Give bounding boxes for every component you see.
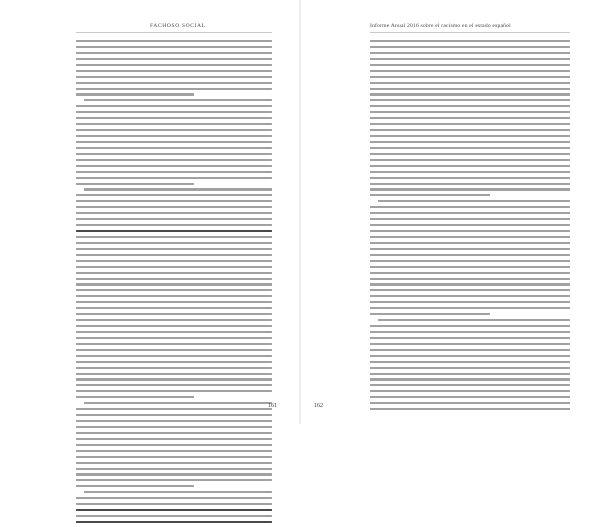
text-line: [76, 76, 272, 78]
text-line: [76, 82, 272, 84]
text-line: [76, 88, 272, 90]
text-line: [370, 384, 570, 386]
text-line: [370, 278, 570, 280]
text-line: [370, 58, 570, 60]
text-line: [76, 384, 272, 386]
text-line: [76, 141, 272, 143]
text-line: [76, 450, 272, 452]
text-line: [370, 117, 570, 119]
text-line: [76, 295, 272, 297]
text-line: [370, 153, 570, 155]
text-line: [370, 390, 570, 392]
text-line: [370, 183, 570, 185]
text-line: [370, 230, 570, 232]
text-line: [370, 177, 570, 179]
text-line: [76, 497, 272, 499]
text-line: [76, 444, 272, 446]
text-line: [76, 183, 194, 185]
text-line: [370, 218, 570, 220]
text-line: [370, 135, 570, 137]
text-line: [370, 105, 570, 107]
text-line: [76, 70, 272, 72]
text-line: [76, 521, 272, 523]
text-line: [370, 408, 570, 410]
left-page-number: 161: [268, 403, 277, 409]
text-line: [76, 64, 272, 66]
text-line: [76, 117, 272, 119]
text-line: [370, 165, 570, 167]
text-line: [370, 373, 570, 375]
text-line: [370, 194, 490, 196]
text-line: [76, 432, 272, 434]
text-line: [370, 242, 570, 244]
text-line: [370, 266, 570, 268]
text-line: [76, 283, 272, 285]
text-line: [370, 111, 570, 113]
text-line: [370, 313, 490, 315]
text-line: [378, 319, 570, 321]
text-line: [76, 177, 272, 179]
text-line: [76, 165, 272, 167]
left-running-head: FACHOSO SOCIAL: [150, 23, 206, 29]
text-line: [370, 367, 570, 369]
text-line: [76, 266, 272, 268]
text-line: [370, 343, 570, 345]
text-line: [370, 236, 570, 238]
text-line: [76, 242, 272, 244]
text-line: [370, 123, 570, 125]
text-line: [370, 159, 570, 161]
text-line: [76, 438, 272, 440]
text-line: [370, 52, 570, 54]
text-line: [370, 396, 570, 398]
text-line: [76, 212, 272, 214]
text-line: [370, 141, 570, 143]
right-body-text: [370, 40, 570, 414]
text-line: [76, 200, 272, 202]
text-line: [370, 40, 570, 42]
text-line: [76, 503, 272, 505]
text-line: [370, 289, 570, 291]
text-line: [370, 76, 570, 78]
text-line: [76, 473, 272, 475]
text-line: [76, 159, 272, 161]
text-line: [370, 99, 570, 101]
text-line: [76, 230, 272, 232]
left-body-text: [76, 40, 272, 527]
left-page: [0, 0, 300, 424]
text-line: [370, 88, 570, 90]
text-line: [76, 420, 272, 422]
text-line: [370, 212, 570, 214]
text-line: [76, 319, 272, 321]
text-line: [76, 367, 272, 369]
right-running-head: Informe Anual 2016 sobre el racismo en el estado español: [370, 23, 511, 29]
text-line: [76, 349, 272, 351]
text-line: [76, 426, 272, 428]
text-line: [76, 58, 272, 60]
text-line: [76, 194, 272, 196]
text-line: [370, 70, 570, 72]
text-line: [76, 93, 194, 95]
text-line: [370, 337, 570, 339]
text-line: [76, 254, 272, 256]
text-line: [378, 200, 570, 202]
text-line: [370, 93, 570, 95]
text-line: [370, 355, 570, 357]
text-line: [76, 509, 272, 511]
text-line: [84, 491, 272, 493]
text-line: [76, 171, 272, 173]
text-line: [370, 254, 570, 256]
text-line: [76, 468, 272, 470]
text-line: [76, 361, 272, 363]
text-line: [76, 515, 272, 517]
text-line: [76, 135, 272, 137]
text-line: [370, 378, 570, 380]
text-line: [76, 396, 194, 398]
text-line: [76, 343, 272, 345]
text-line: [76, 206, 272, 208]
text-line: [76, 325, 272, 327]
text-line: [76, 462, 272, 464]
text-line: [76, 301, 272, 303]
text-line: [370, 295, 570, 297]
text-line: [76, 218, 272, 220]
text-line: [76, 272, 272, 274]
text-line: [76, 378, 272, 380]
text-line: [76, 313, 272, 315]
text-line: [370, 46, 570, 48]
text-line: [370, 349, 570, 351]
text-line: [76, 236, 272, 238]
text-line: [76, 105, 272, 107]
text-line: [76, 40, 272, 42]
text-line: [370, 301, 570, 303]
text-line: [370, 188, 570, 190]
text-line: [370, 307, 570, 309]
text-line: [370, 171, 570, 173]
text-line: [370, 283, 570, 285]
text-line: [76, 147, 272, 149]
text-line: [76, 485, 194, 487]
text-line: [76, 331, 272, 333]
text-line: [76, 278, 272, 280]
text-line: [76, 479, 272, 481]
text-line: [76, 307, 272, 309]
right-header-rule: [370, 32, 570, 33]
left-header-rule: [76, 32, 272, 33]
text-line: [370, 64, 570, 66]
text-line: [76, 111, 272, 113]
text-line: [76, 52, 272, 54]
text-line: [84, 402, 272, 404]
text-line: [370, 248, 570, 250]
text-line: [76, 289, 272, 291]
text-line: [76, 123, 272, 125]
text-line: [370, 361, 570, 363]
text-line: [370, 272, 570, 274]
text-line: [76, 414, 272, 416]
text-line: [76, 373, 272, 375]
text-line: [76, 129, 272, 131]
text-line: [76, 248, 272, 250]
right-page: [300, 0, 600, 424]
text-line: [76, 456, 272, 458]
text-line: [76, 355, 272, 357]
text-line: [370, 331, 570, 333]
text-line: [370, 147, 570, 149]
text-line: [370, 224, 570, 226]
text-line: [76, 337, 272, 339]
text-line: [370, 129, 570, 131]
text-line: [76, 153, 272, 155]
text-line: [76, 260, 272, 262]
text-line: [76, 408, 272, 410]
text-line: [84, 188, 272, 190]
text-line: [84, 99, 272, 101]
text-line: [370, 325, 570, 327]
text-line: [370, 206, 570, 208]
text-line: [76, 46, 272, 48]
text-line: [76, 390, 272, 392]
text-line: [370, 402, 570, 404]
text-line: [370, 82, 570, 84]
text-line: [370, 260, 570, 262]
right-page-number: 162: [314, 403, 323, 409]
text-line: [76, 224, 272, 226]
